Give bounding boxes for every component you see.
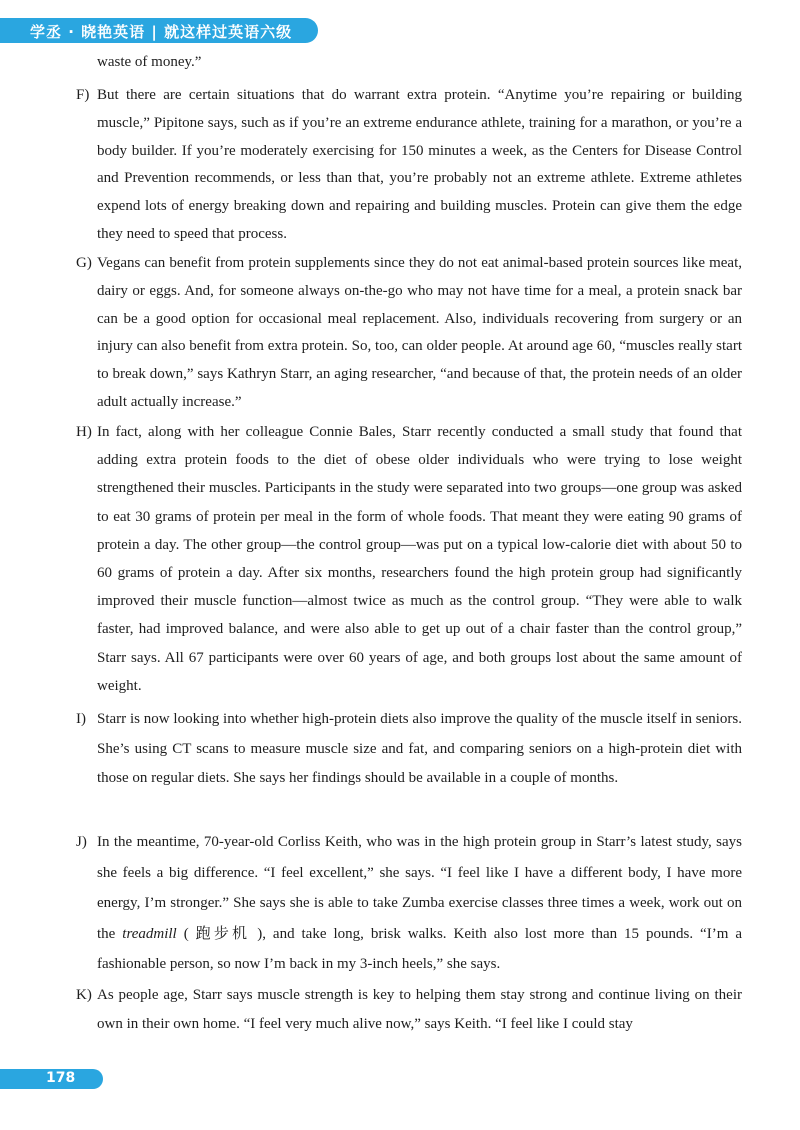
paragraph-letter: F): [76, 87, 90, 103]
paragraph-letter: G): [76, 255, 92, 271]
paragraph-g: [76, 250, 742, 417]
treadmill-term: treadmill: [122, 925, 177, 942]
paragraph-text: In the meantime, 70-year-old Corliss Keith, who was in the high protein group in Starr’s latest study, says she feels a big difference. “I feel excellent,” she says. “I feel like I have a different body, I have more energy, I’m stronger.” She says she is able to take Zumba exercise classes three times a week, work out on the treadmill ( 跑步机 ), and take long, brisk walks. Keith also lost more than 15 pounds. “I’m a fashionable person, so now I’m back in my 3-inch heels,” she says.: [97, 834, 742, 972]
paragraph-k: [76, 981, 742, 1039]
paragraph-h: [76, 418, 742, 700]
paragraph-f: [76, 82, 742, 249]
paragraph-letter: J): [76, 834, 87, 850]
paragraph-j: [76, 827, 742, 980]
continuation-text: waste of money.”: [97, 54, 202, 70]
paragraph-text: But there are certain situations that do warrant extra protein. “Anytime you’re repairing or building muscle,” Pipitone says, such as if you’re an extreme endurance athlete, training for a marathon, or you’re a body builder. If you’re moderately exercising for 150 minutes a week, as the Centers for Disease Control and Prevention recommends, or less than that, you’re probably not an extreme athlete. Extreme athletes expend lots of energy breaking down and repairing and building muscles. Protein can give them the edge they need to speed that process.: [97, 87, 742, 242]
paragraph-text: Vegans can benefit from protein supplements since they do not eat animal-based protein sources like meat, dairy or eggs. And, for someone always on-the-go who may not have time for a meal, a protein snack bar can be a good option for occasional meal replacement. Also, individuals recovering from surgery or an injury can also benefit from extra protein. So, too, can older people. At around age 60, “muscles really start to break down,” says Kathryn Starr, an aging researcher, “and because of that, the protein needs of an older adult actually increase.”: [97, 255, 742, 410]
page-number: 178: [46, 1070, 76, 1086]
header-title: 学丞 · 晓艳英语 | 就这样过英语六级: [30, 23, 293, 41]
paragraph-letter: H): [76, 424, 92, 440]
paragraph-text: Starr is now looking into whether high-protein diets also improve the quality of the muscle itself in seniors. She’s using CT scans to measure muscle size and fat, and comparing seniors on a high-protein diet with those on regular diets. She says her findings should be available in a couple of months.: [97, 711, 742, 786]
paragraph-text: As people age, Starr says muscle strength is key to helping them stay strong and continue living on their own in their own home. “I feel very much alive now,” says Keith. “I feel like I could stay: [97, 987, 742, 1032]
paragraph-text: In fact, along with her colleague Connie Bales, Starr recently conducted a small study that found that adding extra protein foods to the diet of obese older individuals who were trying to lose weight strengthened their muscles. Participants in the study were separated into two groups—one group was asked to eat 30 grams of protein per meal in the form of whole foods. That meant they were eating 90 grams of protein a day. The other group—the control group—was put on a typical low-calorie diet with about 50 to 60 grams of protein a day. After six months, researchers found the high protein group had significantly improved their muscle function—almost twice as much as the control group. “They were able to walk faster, had improved balance, and were also able to get up out of a chair faster than the control group,” Starr says. All 67 participants were over 60 years of age, and both groups lost about the same amount of weight.: [97, 424, 742, 694]
paragraph-i: [76, 705, 742, 794]
paragraph-letter: I): [76, 711, 86, 727]
paragraph-letter: K): [76, 987, 92, 1003]
